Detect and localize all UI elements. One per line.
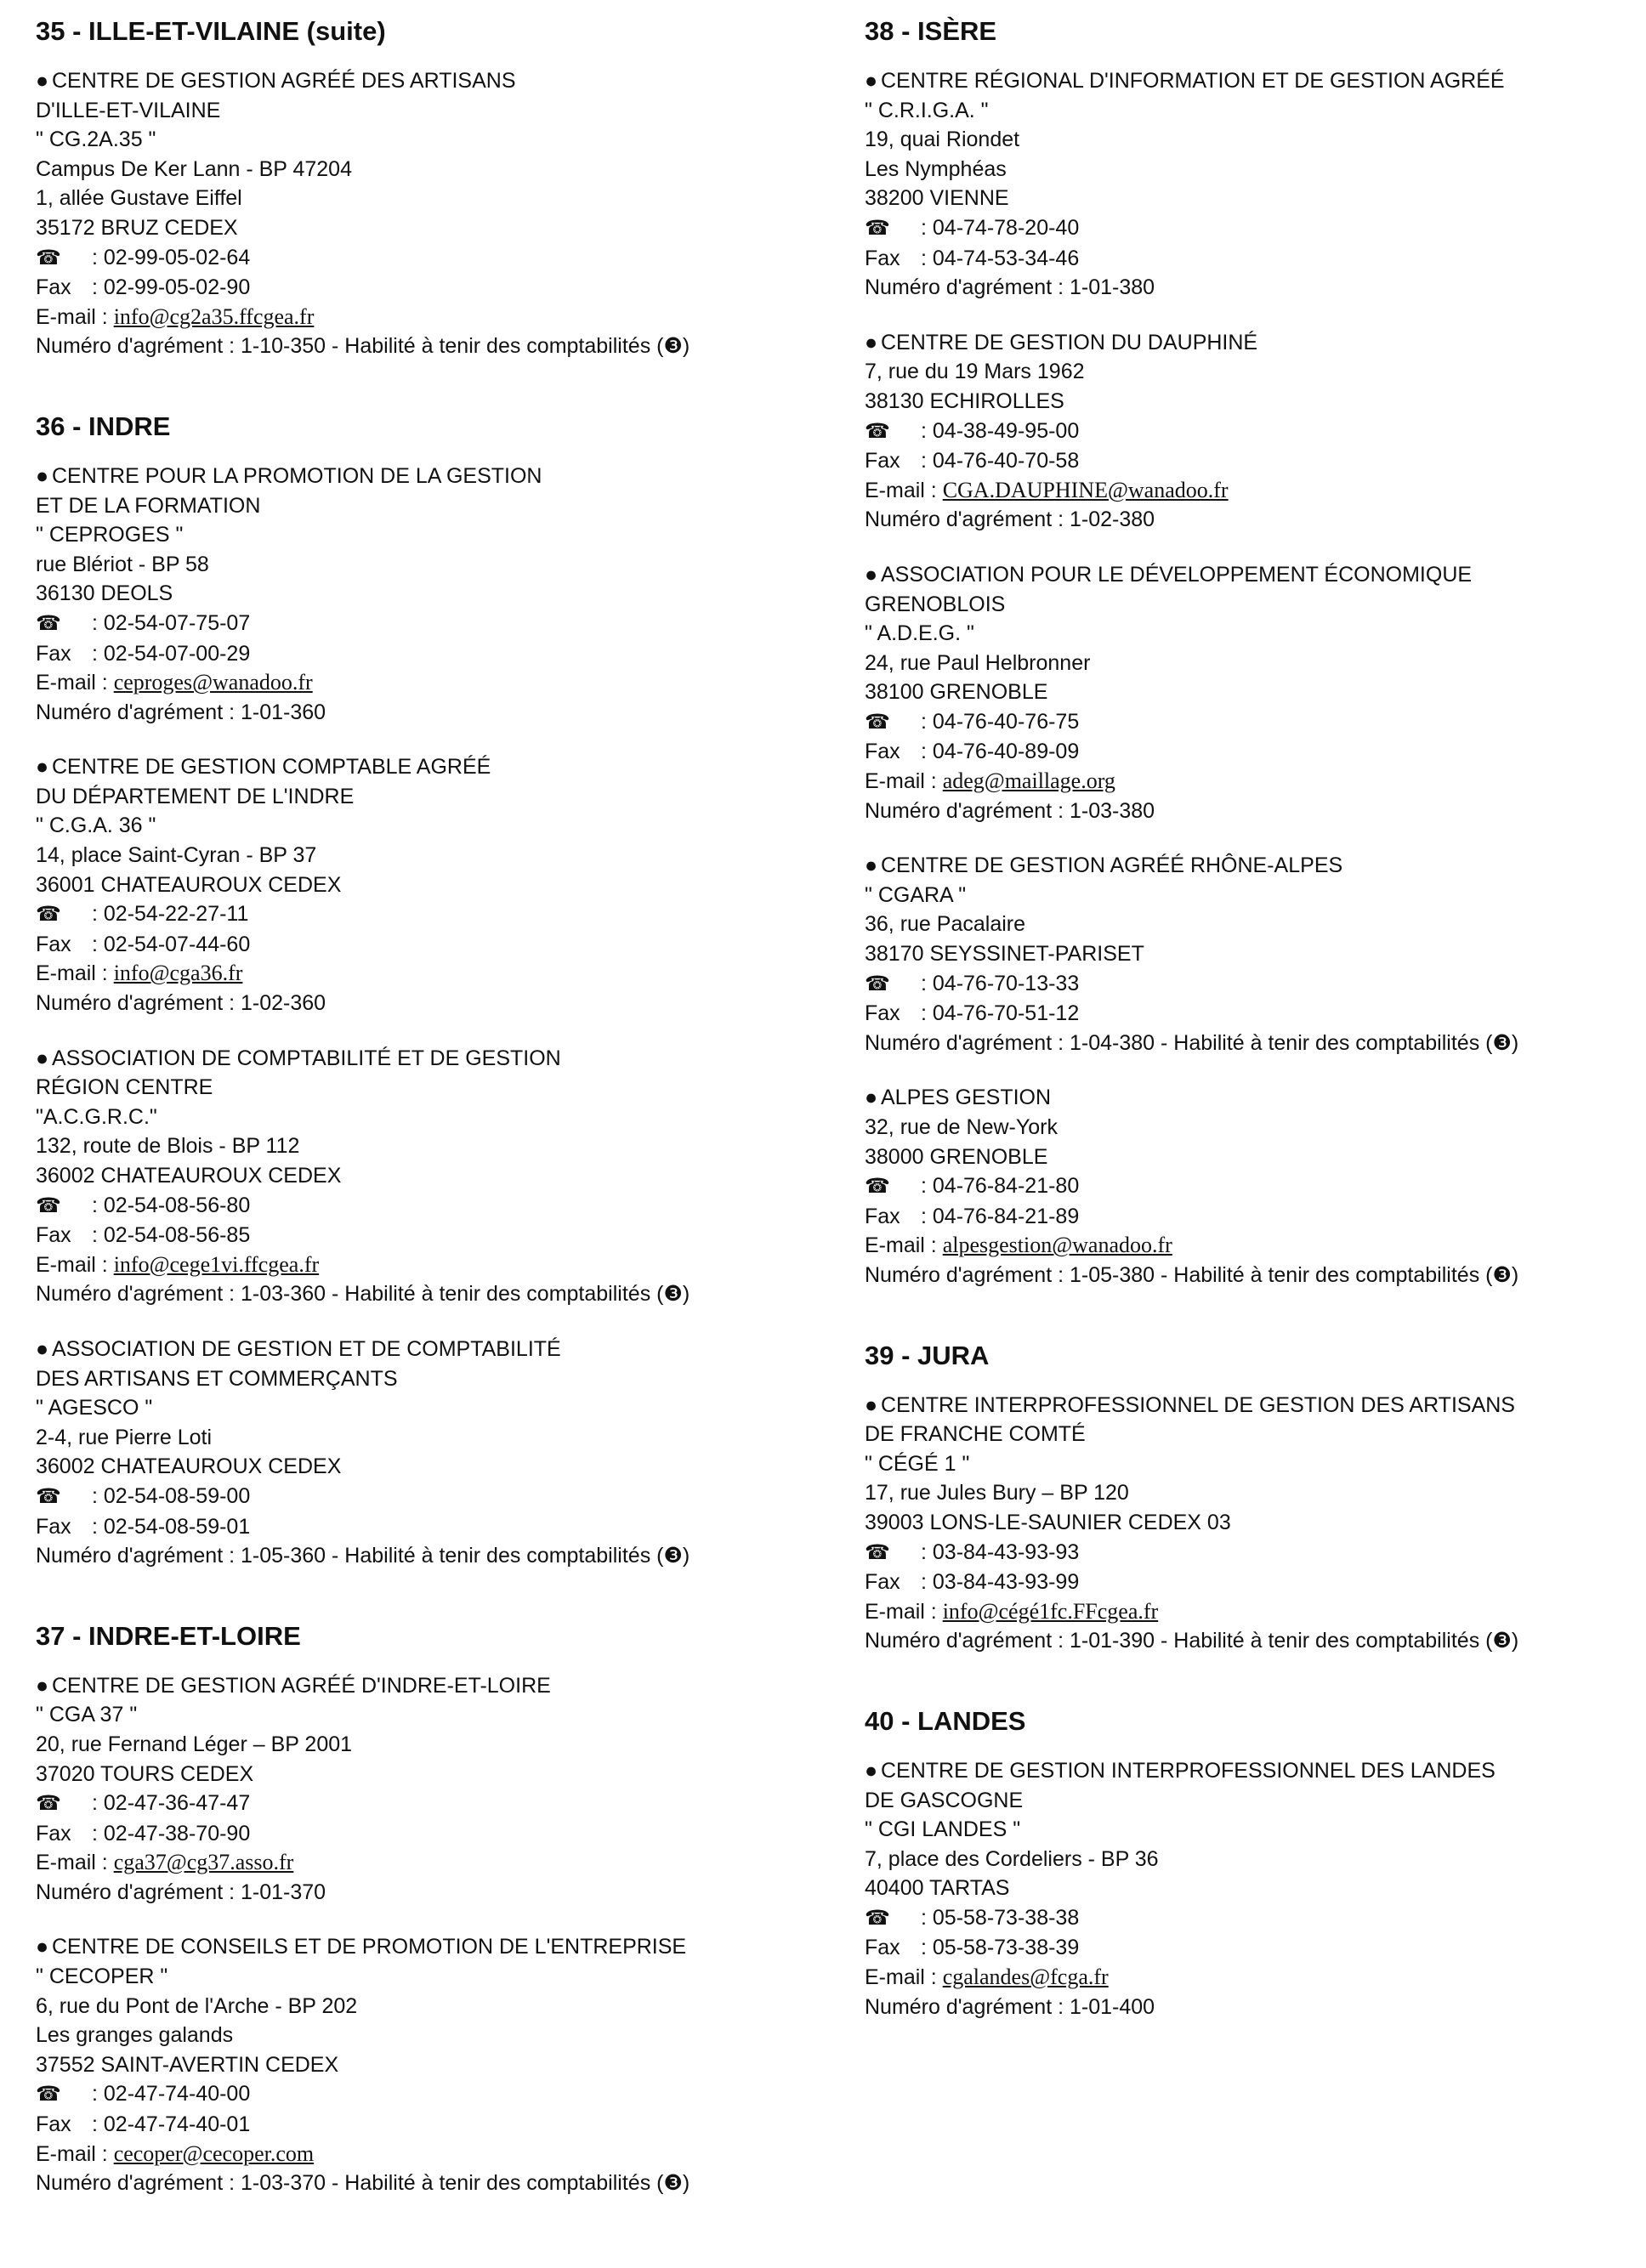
phone-icon: ☎ bbox=[865, 1540, 890, 1564]
fax-label: Fax bbox=[865, 1570, 900, 1595]
address-line: Campus De Ker Lann - BP 47204 bbox=[36, 156, 352, 181]
approval-number: 1-01-370 bbox=[241, 1880, 326, 1904]
approval-label: Numéro d'agrément : bbox=[865, 1030, 1070, 1055]
bullet-icon: ● bbox=[865, 1392, 878, 1417]
phone-number: : 03-84-43-93-93 bbox=[921, 1539, 1080, 1564]
organization-acronym: " A.D.E.G. " bbox=[865, 621, 974, 646]
phone-icon: ☎ bbox=[36, 903, 61, 927]
email-link[interactable]: info@cégé1fc.FFcgea.fr bbox=[942, 1598, 1159, 1624]
address-line: 32, rue de New-York bbox=[865, 1115, 1058, 1139]
organization-entry bbox=[865, 1083, 1646, 1290]
organization-name: CENTRE DE GESTION INTERPROFESSIONNEL DES LANDES bbox=[881, 1758, 1496, 1783]
approval-label: Numéro d'agrément : bbox=[865, 507, 1070, 532]
email-label: E-mail : bbox=[36, 304, 114, 329]
organization-name-line bbox=[865, 851, 1646, 881]
approval-number: 1-10-350 - Habilité à tenir des comptabilités (❸) bbox=[241, 334, 690, 359]
organization-name-line bbox=[36, 1335, 818, 1364]
email-line bbox=[36, 668, 818, 698]
organization-acronym: " CÉGÉ 1 " bbox=[865, 1451, 970, 1476]
organization-name-line bbox=[865, 1083, 1646, 1113]
approval-label: Numéro d'agrément : bbox=[865, 1994, 1070, 2019]
organization-name: CENTRE DE GESTION AGRÉÉ D'INDRE-ET-LOIRE bbox=[52, 1673, 551, 1698]
email-label: E-mail : bbox=[36, 2141, 114, 2166]
phone-number: : 04-76-70-13-33 bbox=[921, 971, 1080, 995]
bullet-icon: ● bbox=[36, 1046, 49, 1070]
organization-name-line bbox=[36, 1073, 818, 1103]
email-link[interactable]: CGA.DAUPHINE@wanadoo.fr bbox=[942, 477, 1229, 502]
email-label: E-mail : bbox=[865, 1233, 943, 1258]
organization-name-line bbox=[865, 1391, 1646, 1420]
organization-name-line bbox=[865, 1420, 1646, 1449]
fax-label: Fax bbox=[865, 1204, 900, 1228]
organization-acronym: " C.R.I.G.A. " bbox=[865, 98, 989, 122]
organization-name: ASSOCIATION POUR LE DÉVELOPPEMENT ÉCONOMIQUE bbox=[881, 562, 1473, 587]
phone-line bbox=[865, 707, 1646, 738]
phone-number: : 02-54-08-59-00 bbox=[92, 1483, 251, 1508]
fax-label: Fax bbox=[36, 641, 71, 666]
organization-entry bbox=[36, 462, 818, 727]
email-link[interactable]: info@cg2a35.ffcgea.fr bbox=[113, 303, 315, 329]
department-heading: 39 - JURA bbox=[865, 1340, 990, 1370]
phone-icon: ☎ bbox=[865, 972, 890, 995]
organization-name: RÉGION CENTRE bbox=[36, 1075, 213, 1100]
email-line bbox=[36, 2140, 818, 2169]
address-line: 37020 TOURS CEDEX bbox=[36, 1761, 254, 1786]
organization-name-line bbox=[36, 462, 818, 491]
email-line bbox=[865, 476, 1646, 506]
approval-label: Numéro d'agrément : bbox=[865, 1629, 1070, 1653]
bullet-icon: ● bbox=[36, 1336, 49, 1361]
address-line: 36130 DEOLS bbox=[36, 581, 173, 606]
fax-line bbox=[865, 1568, 1646, 1597]
organization-name: CENTRE POUR LA PROMOTION DE LA GESTION bbox=[52, 463, 542, 488]
organization-name: DE GASCOGNE bbox=[865, 1788, 1024, 1812]
email-label: E-mail : bbox=[865, 478, 943, 502]
bullet-icon: ● bbox=[865, 1086, 878, 1110]
email-line bbox=[865, 1597, 1646, 1627]
address-line: 37552 SAINT-AVERTIN CEDEX bbox=[36, 2052, 339, 2077]
approval-label: Numéro d'agrément : bbox=[36, 1282, 241, 1307]
email-line bbox=[36, 959, 818, 989]
approval-number: 1-05-360 - Habilité à tenir des comptabilités (❸) bbox=[241, 1544, 690, 1568]
fax-line bbox=[36, 273, 818, 303]
organization-entry bbox=[865, 1756, 1646, 2021]
email-link[interactable]: ceproges@wanadoo.fr bbox=[113, 670, 313, 695]
fax-label: Fax bbox=[36, 275, 71, 300]
organization-name-line bbox=[36, 782, 818, 812]
approval-label: Numéro d'agrément : bbox=[865, 1262, 1070, 1287]
phone-number: : 04-76-40-76-75 bbox=[921, 709, 1080, 734]
organization-name: ASSOCIATION DE COMPTABILITÉ ET DE GESTION bbox=[52, 1046, 561, 1070]
email-link[interactable]: cga37@cg37.asso.fr bbox=[113, 1850, 294, 1875]
organization-entry bbox=[36, 66, 818, 361]
email-link[interactable]: info@cege1vi.ffcgea.fr bbox=[113, 1251, 320, 1277]
bullet-icon: ● bbox=[865, 69, 878, 93]
address-line: 38000 GRENOBLE bbox=[865, 1144, 1048, 1169]
organization-entry bbox=[36, 1335, 818, 1571]
address-line: 7, place des Cordeliers - BP 36 bbox=[865, 1846, 1159, 1871]
bullet-icon: ● bbox=[36, 1935, 49, 1959]
organization-name-line bbox=[36, 491, 818, 521]
approval-line bbox=[36, 1878, 818, 1908]
email-label: E-mail : bbox=[865, 1599, 943, 1624]
phone-number: : 05-58-73-38-38 bbox=[921, 1905, 1080, 1930]
address-line: 24, rue Paul Helbronner bbox=[865, 650, 1091, 675]
fax-number: : 04-76-70-51-12 bbox=[921, 1001, 1080, 1026]
organization-name-line bbox=[865, 1756, 1646, 1786]
phone-icon: ☎ bbox=[36, 611, 61, 635]
approval-number: 1-04-380 - Habilité à tenir des comptabilités (❸) bbox=[1070, 1030, 1519, 1055]
fax-number: : 02-47-38-70-90 bbox=[92, 1821, 251, 1846]
email-line bbox=[865, 767, 1646, 797]
fax-number: : 04-76-40-89-09 bbox=[921, 740, 1080, 764]
organization-entry bbox=[865, 328, 1646, 535]
phone-icon: ☎ bbox=[865, 1175, 890, 1199]
fax-line bbox=[865, 737, 1646, 767]
phone-line bbox=[865, 1903, 1646, 1934]
fax-line bbox=[36, 639, 818, 669]
email-line bbox=[865, 1231, 1646, 1261]
address-line: Les Nymphéas bbox=[865, 156, 1007, 181]
address-line: 36001 CHATEAUROUX CEDEX bbox=[36, 872, 342, 897]
fax-label: Fax bbox=[865, 246, 900, 270]
address-line: 17, rue Jules Bury – BP 120 bbox=[865, 1481, 1129, 1505]
fax-line bbox=[36, 1512, 818, 1542]
approval-number: 1-02-360 bbox=[241, 991, 326, 1016]
phone-icon: ☎ bbox=[865, 419, 890, 443]
organization-entry bbox=[36, 1671, 818, 1908]
phone-number: : 02-47-36-47-47 bbox=[92, 1791, 251, 1816]
fax-number: : 02-47-74-40-01 bbox=[92, 2112, 251, 2137]
organization-acronym: " CEPROGES " bbox=[36, 523, 184, 547]
phone-number: : 02-99-05-02-64 bbox=[92, 245, 251, 269]
organization-name: CENTRE DE CONSEILS ET DE PROMOTION DE L'ENTREPRISE bbox=[52, 1935, 687, 1959]
organization-acronym: " CGI LANDES " bbox=[865, 1817, 1021, 1842]
organization-name: DU DÉPARTEMENT DE L'INDRE bbox=[36, 784, 355, 808]
address-line: 36, rue Pacalaire bbox=[865, 912, 1026, 937]
organization-entry bbox=[865, 851, 1646, 1057]
fax-label: Fax bbox=[865, 740, 900, 764]
organization-acronym: " CECOPER " bbox=[36, 1965, 168, 1989]
email-link[interactable]: info@cga36.fr bbox=[113, 961, 243, 986]
organization-name: CENTRE DE GESTION DU DAUPHINÉ bbox=[881, 330, 1258, 354]
approval-label: Numéro d'agrément : bbox=[36, 991, 241, 1016]
organization-acronym: " CG.2A.35 " bbox=[36, 128, 156, 152]
fax-label: Fax bbox=[865, 1001, 900, 1026]
approval-line bbox=[865, 505, 1646, 535]
organization-name-line bbox=[36, 1932, 818, 1962]
phone-number: : 02-47-74-40-00 bbox=[92, 2082, 251, 2106]
approval-line bbox=[865, 1261, 1646, 1290]
organization-entry bbox=[36, 1044, 818, 1309]
department-section bbox=[865, 1705, 1646, 2021]
approval-label: Numéro d'agrément : bbox=[36, 700, 241, 724]
fax-line bbox=[865, 1202, 1646, 1232]
organization-name-line bbox=[865, 590, 1646, 620]
department-heading: 36 - INDRE bbox=[36, 411, 171, 441]
email-label: E-mail : bbox=[36, 671, 114, 695]
left-column bbox=[36, 15, 818, 2198]
organization-name: CENTRE DE GESTION AGRÉÉ DES ARTISANS bbox=[52, 69, 516, 93]
approval-line bbox=[36, 1541, 818, 1571]
organization-entry bbox=[36, 1932, 818, 2197]
email-label: E-mail : bbox=[865, 1965, 943, 1990]
phone-icon: ☎ bbox=[36, 2083, 61, 2106]
fax-label: Fax bbox=[36, 2112, 71, 2137]
address-line: 20, rue Fernand Léger – BP 2001 bbox=[36, 1732, 353, 1756]
approval-line bbox=[865, 797, 1646, 826]
phone-number: : 04-76-84-21-80 bbox=[921, 1174, 1080, 1199]
email-label: E-mail : bbox=[36, 1851, 114, 1875]
email-line bbox=[36, 303, 818, 332]
approval-number: 1-02-380 bbox=[1070, 507, 1155, 532]
organization-name: D'ILLE-ET-VILAINE bbox=[36, 98, 221, 122]
approval-number: 1-01-360 bbox=[241, 700, 326, 724]
organization-acronym: " CGA 37 " bbox=[36, 1703, 138, 1727]
bullet-icon: ● bbox=[36, 755, 49, 780]
fax-number: : 04-76-84-21-89 bbox=[921, 1204, 1080, 1228]
phone-line bbox=[36, 1191, 818, 1222]
department-section bbox=[865, 1340, 1646, 1656]
organization-name-line bbox=[865, 66, 1646, 96]
department-section bbox=[865, 15, 1646, 1290]
fax-line bbox=[36, 2110, 818, 2140]
email-line bbox=[865, 1963, 1646, 1993]
email-link[interactable]: alpesgestion@wanadoo.fr bbox=[942, 1233, 1172, 1258]
approval-label: Numéro d'agrément : bbox=[36, 2171, 241, 2196]
address-line: Les granges galands bbox=[36, 2023, 234, 2048]
department-section bbox=[36, 15, 818, 361]
fax-number: : 02-54-08-56-85 bbox=[92, 1223, 251, 1248]
department-heading: 37 - INDRE-ET-LOIRE bbox=[36, 1620, 301, 1651]
fax-line bbox=[865, 446, 1646, 476]
phone-icon: ☎ bbox=[36, 1194, 61, 1217]
address-line: 38170 SEYSSINET-PARISET bbox=[865, 942, 1144, 967]
approval-number: 1-03-370 - Habilité à tenir des comptabilités (❸) bbox=[241, 2171, 690, 2196]
approval-label: Numéro d'agrément : bbox=[36, 1544, 241, 1568]
fax-number: : 02-54-07-00-29 bbox=[92, 641, 251, 666]
organization-entry bbox=[36, 752, 818, 1018]
approval-number: 1-03-360 - Habilité à tenir des comptabilités (❸) bbox=[241, 1282, 690, 1307]
approval-line bbox=[36, 1279, 818, 1309]
fax-number: : 05-58-73-38-39 bbox=[921, 1936, 1080, 1960]
organization-entry bbox=[865, 1391, 1646, 1656]
fax-label: Fax bbox=[36, 1223, 71, 1248]
address-line: 36002 CHATEAUROUX CEDEX bbox=[36, 1164, 342, 1188]
department-heading: 35 - ILLE-ET-VILAINE (suite) bbox=[36, 16, 386, 46]
phone-line bbox=[865, 417, 1646, 447]
department-section bbox=[36, 1620, 818, 2198]
organization-name: CENTRE DE GESTION COMPTABLE AGRÉÉ bbox=[52, 755, 491, 780]
phone-line bbox=[36, 609, 818, 639]
fax-number: : 04-74-53-34-46 bbox=[921, 246, 1080, 270]
address-line: 38130 ECHIROLLES bbox=[865, 388, 1064, 413]
organization-name: ET DE LA FORMATION bbox=[36, 493, 261, 518]
fax-line bbox=[36, 1221, 818, 1250]
fax-line bbox=[36, 930, 818, 960]
organization-name: DES ARTISANS ET COMMERÇANTS bbox=[36, 1366, 398, 1391]
organization-entry bbox=[865, 66, 1646, 303]
address-line: 19, quai Riondet bbox=[865, 128, 1020, 152]
department-heading: 40 - LANDES bbox=[865, 1705, 1026, 1736]
address-line: 39003 LONS-LE-SAUNIER CEDEX 03 bbox=[865, 1510, 1231, 1534]
phone-line bbox=[865, 1171, 1646, 1202]
fax-line bbox=[36, 1819, 818, 1849]
fax-number: : 02-99-05-02-90 bbox=[92, 275, 251, 300]
address-line: 2-4, rue Pierre Loti bbox=[36, 1425, 213, 1449]
organization-acronym: "A.C.G.R.C." bbox=[36, 1104, 157, 1129]
fax-label: Fax bbox=[36, 932, 71, 956]
fax-number: : 02-54-08-59-01 bbox=[92, 1514, 251, 1539]
address-line: 7, rue du 19 Mars 1962 bbox=[865, 360, 1085, 384]
phone-line bbox=[36, 2079, 818, 2110]
phone-line bbox=[865, 213, 1646, 244]
organization-acronym: " C.G.A. 36 " bbox=[36, 814, 156, 838]
address-line: 36002 CHATEAUROUX CEDEX bbox=[36, 1454, 342, 1479]
approval-line bbox=[865, 1626, 1646, 1656]
email-line bbox=[36, 1848, 818, 1878]
address-line: 14, place Saint-Cyran - BP 37 bbox=[36, 843, 317, 868]
bullet-icon: ● bbox=[36, 1673, 49, 1698]
department-section bbox=[36, 411, 818, 1571]
phone-line bbox=[865, 969, 1646, 1000]
approval-line bbox=[865, 1993, 1646, 2022]
phone-number: : 02-54-22-27-11 bbox=[92, 902, 249, 927]
organization-acronym: " CGARA " bbox=[865, 882, 967, 907]
organization-name: GRENOBLOIS bbox=[865, 592, 1006, 616]
organization-entry bbox=[865, 560, 1646, 825]
approval-line bbox=[36, 332, 818, 361]
organization-name: CENTRE RÉGIONAL D'INFORMATION ET DE GESTION AGRÉÉ bbox=[881, 69, 1505, 93]
fax-label: Fax bbox=[865, 449, 900, 473]
phone-line bbox=[36, 1482, 818, 1512]
approval-line bbox=[865, 273, 1646, 303]
organization-name: ASSOCIATION DE GESTION ET DE COMPTABILITÉ bbox=[52, 1336, 561, 1361]
organization-name-line bbox=[36, 1671, 818, 1701]
email-line bbox=[36, 1250, 818, 1280]
right-column bbox=[865, 15, 1646, 2021]
phone-number: : 02-54-08-56-80 bbox=[92, 1193, 251, 1217]
approval-label: Numéro d'agrément : bbox=[865, 798, 1070, 823]
email-label: E-mail : bbox=[865, 769, 943, 794]
phone-icon: ☎ bbox=[865, 710, 890, 734]
approval-number: 1-01-380 bbox=[1070, 275, 1155, 300]
email-label: E-mail : bbox=[36, 1252, 114, 1277]
organization-name: CENTRE DE GESTION AGRÉÉ RHÔNE-ALPES bbox=[881, 853, 1343, 878]
address-line: 132, route de Blois - BP 112 bbox=[36, 1134, 300, 1159]
approval-label: Numéro d'agrément : bbox=[36, 1880, 241, 1904]
fax-line bbox=[865, 999, 1646, 1029]
fax-number: : 02-54-07-44-60 bbox=[92, 932, 251, 956]
phone-line bbox=[36, 1789, 818, 1819]
organization-name-line bbox=[36, 752, 818, 782]
phone-line bbox=[36, 899, 818, 930]
email-link[interactable]: adeg@maillage.org bbox=[942, 768, 1115, 794]
fax-line bbox=[865, 244, 1646, 274]
organization-name: DE FRANCHE COMTÉ bbox=[865, 1422, 1086, 1447]
approval-label: Numéro d'agrément : bbox=[865, 275, 1070, 300]
phone-number: : 02-54-07-75-07 bbox=[92, 610, 251, 635]
approval-label: Numéro d'agrément : bbox=[36, 334, 241, 359]
approval-number: 1-01-390 - Habilité à tenir des comptabilités (❸) bbox=[1070, 1629, 1519, 1653]
organization-acronym: " AGESCO " bbox=[36, 1396, 153, 1420]
organization-name: ALPES GESTION bbox=[881, 1086, 1052, 1110]
address-line: 38100 GRENOBLE bbox=[865, 680, 1048, 705]
approval-number: 1-05-380 - Habilité à tenir des comptabilités (❸) bbox=[1070, 1262, 1519, 1287]
phone-line bbox=[36, 243, 818, 274]
address-line: 40400 TARTAS bbox=[865, 1876, 1010, 1901]
address-line: 6, rue du Pont de l'Arche - BP 202 bbox=[36, 1993, 358, 2018]
phone-number: : 04-38-49-95-00 bbox=[921, 418, 1080, 443]
fax-label: Fax bbox=[36, 1821, 71, 1846]
email-link[interactable]: cgalandes@fcga.fr bbox=[942, 1965, 1109, 1990]
fax-number: : 04-76-40-70-58 bbox=[921, 449, 1080, 473]
phone-icon: ☎ bbox=[36, 1792, 61, 1816]
phone-icon: ☎ bbox=[865, 1906, 890, 1930]
fax-line bbox=[865, 1933, 1646, 1963]
phone-number: : 04-74-78-20-40 bbox=[921, 215, 1080, 240]
organization-name-line bbox=[36, 1364, 818, 1394]
bullet-icon: ● bbox=[865, 1758, 878, 1783]
address-line: 1, allée Gustave Eiffel bbox=[36, 186, 242, 211]
approval-number: 1-01-400 bbox=[1070, 1994, 1155, 2019]
organization-name-line bbox=[865, 1786, 1646, 1816]
approval-line bbox=[36, 2169, 818, 2198]
phone-line bbox=[865, 1538, 1646, 1568]
bullet-icon: ● bbox=[36, 463, 49, 488]
organization-name-line bbox=[36, 96, 818, 126]
address-line: 38200 VIENNE bbox=[865, 186, 1009, 211]
organization-name: CENTRE INTERPROFESSIONNEL DE GESTION DES ARTISANS bbox=[881, 1392, 1515, 1417]
fax-label: Fax bbox=[36, 1514, 71, 1539]
phone-icon: ☎ bbox=[36, 246, 61, 269]
bullet-icon: ● bbox=[865, 330, 878, 354]
approval-line bbox=[36, 989, 818, 1018]
bullet-icon: ● bbox=[36, 69, 49, 93]
fax-number: : 03-84-43-93-99 bbox=[921, 1570, 1080, 1595]
phone-icon: ☎ bbox=[865, 216, 890, 240]
department-heading: 38 - ISÈRE bbox=[865, 16, 997, 46]
organization-name-line bbox=[865, 560, 1646, 590]
approval-line bbox=[865, 1029, 1646, 1058]
approval-number: 1-03-380 bbox=[1070, 798, 1155, 823]
email-link[interactable]: cecoper@cecoper.com bbox=[113, 2140, 315, 2166]
phone-icon: ☎ bbox=[36, 1484, 61, 1508]
fax-label: Fax bbox=[865, 1936, 900, 1960]
organization-name-line bbox=[36, 66, 818, 96]
approval-line bbox=[36, 698, 818, 728]
bullet-icon: ● bbox=[865, 562, 878, 587]
address-line: 35172 BRUZ CEDEX bbox=[36, 215, 238, 240]
organization-name-line bbox=[865, 328, 1646, 358]
bullet-icon: ● bbox=[865, 853, 878, 878]
email-label: E-mail : bbox=[36, 961, 114, 986]
organization-name-line bbox=[36, 1044, 818, 1074]
address-line: rue Blériot - BP 58 bbox=[36, 552, 209, 576]
